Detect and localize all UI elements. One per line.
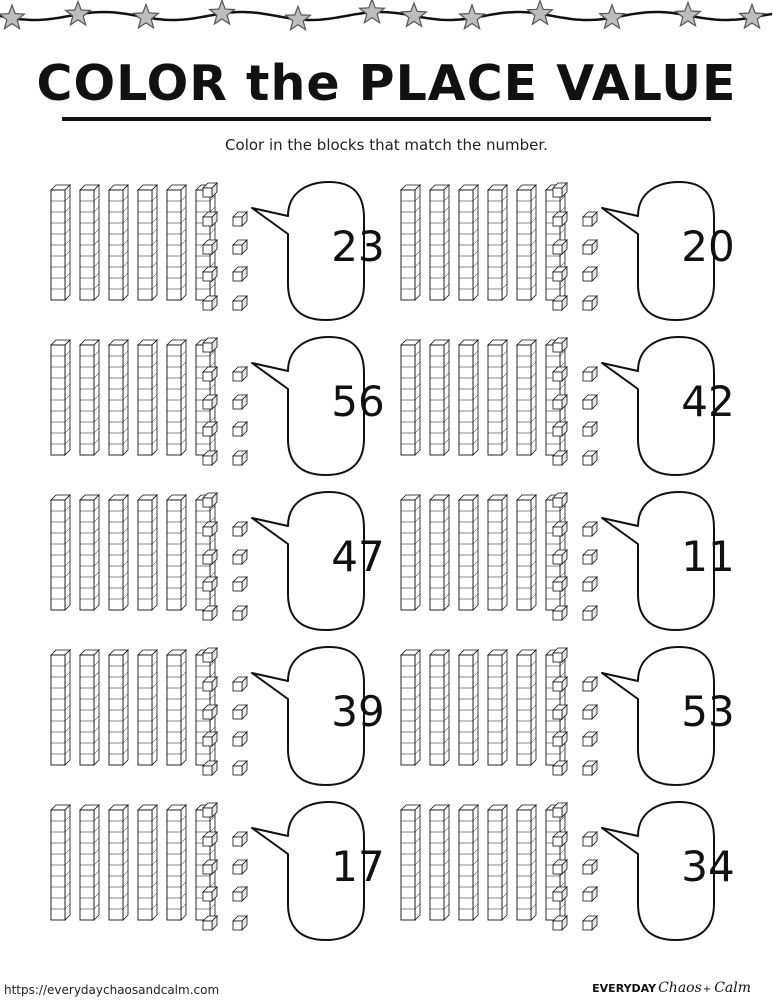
ones-cube bbox=[233, 916, 247, 930]
tens-rod bbox=[459, 340, 478, 455]
target-number: 34 bbox=[681, 842, 735, 891]
target-number: 20 bbox=[681, 222, 735, 271]
tens-rod bbox=[459, 650, 478, 765]
tens-rod bbox=[401, 495, 420, 610]
tens-rod bbox=[51, 805, 70, 920]
ones-cube bbox=[233, 860, 247, 874]
tens-rod bbox=[80, 185, 99, 300]
target-number: 42 bbox=[681, 377, 735, 426]
ones-cube bbox=[233, 705, 247, 719]
tens-rod bbox=[517, 805, 536, 920]
star-icon bbox=[360, 0, 385, 23]
problem-card bbox=[398, 180, 735, 326]
ones-cube bbox=[583, 606, 597, 620]
ones-cube bbox=[583, 550, 597, 564]
star-icon bbox=[66, 1, 91, 25]
problem-card bbox=[48, 335, 385, 481]
tens-rod bbox=[517, 185, 536, 300]
ones-cube bbox=[233, 550, 247, 564]
tens-rod bbox=[488, 495, 507, 610]
ones-cube bbox=[233, 761, 247, 775]
ones-cube bbox=[233, 677, 247, 691]
problem-card bbox=[398, 335, 735, 481]
problem-card bbox=[398, 490, 735, 636]
ones-cube bbox=[233, 577, 247, 591]
tens-rod bbox=[138, 805, 157, 920]
ones-cube bbox=[583, 395, 597, 409]
problem-card bbox=[398, 645, 735, 791]
target-number: 47 bbox=[331, 532, 385, 581]
ones-cube bbox=[583, 705, 597, 719]
tens-rod bbox=[138, 650, 157, 765]
ones-cube bbox=[583, 916, 597, 930]
problem-card bbox=[48, 180, 385, 326]
ones-cube bbox=[233, 887, 247, 901]
ones-cube bbox=[583, 212, 597, 226]
tens-rod bbox=[401, 340, 420, 455]
star-icon bbox=[676, 2, 701, 26]
star-icon bbox=[460, 5, 485, 29]
target-number: 11 bbox=[681, 532, 735, 581]
tens-rod bbox=[138, 185, 157, 300]
ones-cube bbox=[233, 422, 247, 436]
target-number: 23 bbox=[331, 222, 385, 271]
tens-rod bbox=[430, 495, 449, 610]
tens-rod bbox=[488, 185, 507, 300]
tens-rod bbox=[51, 340, 70, 455]
tens-rod bbox=[138, 495, 157, 610]
tens-rod bbox=[167, 495, 186, 610]
tens-rod bbox=[459, 805, 478, 920]
tens-rod bbox=[109, 805, 128, 920]
footer-url[interactable]: https://everydaychaosandcalm.com bbox=[4, 983, 220, 997]
ones-cube bbox=[233, 522, 247, 536]
ones-cube bbox=[583, 832, 597, 846]
tens-rod bbox=[401, 185, 420, 300]
tens-rod bbox=[517, 650, 536, 765]
tens-rod bbox=[459, 495, 478, 610]
tens-rod bbox=[167, 805, 186, 920]
star-icon bbox=[0, 5, 24, 29]
star-icon bbox=[134, 4, 159, 28]
tens-rod bbox=[459, 185, 478, 300]
tens-rod bbox=[488, 340, 507, 455]
tens-rod bbox=[80, 650, 99, 765]
star-garland-decoration bbox=[0, 0, 773, 40]
tens-rod bbox=[430, 185, 449, 300]
ones-cube bbox=[583, 677, 597, 691]
ones-cube bbox=[233, 212, 247, 226]
ones-cube bbox=[233, 832, 247, 846]
tens-rod bbox=[167, 185, 186, 300]
tens-rod bbox=[401, 650, 420, 765]
target-number: 53 bbox=[681, 687, 735, 736]
ones-cube bbox=[233, 451, 247, 465]
tens-rod bbox=[80, 340, 99, 455]
tens-rod bbox=[109, 185, 128, 300]
ones-cube bbox=[583, 422, 597, 436]
ones-cube bbox=[583, 860, 597, 874]
title-underline bbox=[62, 117, 711, 121]
problem-card bbox=[398, 800, 735, 946]
tens-rod bbox=[109, 340, 128, 455]
ones-cube bbox=[583, 887, 597, 901]
ones-cube bbox=[583, 367, 597, 381]
ones-cube bbox=[583, 761, 597, 775]
ones-cube bbox=[233, 267, 247, 281]
tens-rod bbox=[80, 805, 99, 920]
ones-cube bbox=[233, 395, 247, 409]
ones-cube bbox=[233, 367, 247, 381]
instructions: Color in the blocks that match the number. bbox=[225, 136, 548, 154]
tens-rod bbox=[488, 805, 507, 920]
tens-rod bbox=[430, 805, 449, 920]
ones-cube bbox=[583, 732, 597, 746]
tens-rod bbox=[167, 650, 186, 765]
tens-rod bbox=[109, 495, 128, 610]
problem-card bbox=[48, 800, 385, 946]
ones-cube bbox=[233, 296, 247, 310]
ones-cube bbox=[233, 732, 247, 746]
tens-rod bbox=[51, 185, 70, 300]
tens-rod bbox=[430, 340, 449, 455]
tens-rod bbox=[401, 805, 420, 920]
target-number: 17 bbox=[331, 842, 385, 891]
target-number: 39 bbox=[331, 687, 385, 736]
ones-cube bbox=[583, 577, 597, 591]
tens-rod bbox=[138, 340, 157, 455]
tens-rod bbox=[80, 495, 99, 610]
problem-card bbox=[48, 490, 385, 636]
target-number: 56 bbox=[331, 377, 385, 426]
star-icon bbox=[402, 3, 427, 27]
ones-cube bbox=[583, 240, 597, 254]
tens-rod bbox=[430, 650, 449, 765]
ones-cube bbox=[583, 296, 597, 310]
tens-rod bbox=[517, 340, 536, 455]
tens-rod bbox=[109, 650, 128, 765]
tens-rod bbox=[517, 495, 536, 610]
tens-rod bbox=[488, 650, 507, 765]
ones-cube bbox=[583, 522, 597, 536]
star-icon bbox=[740, 5, 765, 29]
tens-rod bbox=[51, 495, 70, 610]
star-icon bbox=[286, 6, 311, 30]
page-title: COLOR the PLACE VALUE bbox=[36, 55, 737, 112]
star-icon bbox=[600, 5, 625, 29]
tens-rod bbox=[51, 650, 70, 765]
problem-card bbox=[48, 645, 385, 791]
ones-cube bbox=[583, 267, 597, 281]
tens-rod bbox=[167, 340, 186, 455]
ones-cube bbox=[233, 240, 247, 254]
garland-string bbox=[0, 12, 772, 20]
ones-cube bbox=[583, 451, 597, 465]
star-icon bbox=[528, 1, 553, 25]
ones-cube bbox=[233, 606, 247, 620]
brand-logo: EVERYDAY Chaos+ Calm bbox=[592, 980, 751, 996]
star-icon bbox=[210, 1, 235, 25]
